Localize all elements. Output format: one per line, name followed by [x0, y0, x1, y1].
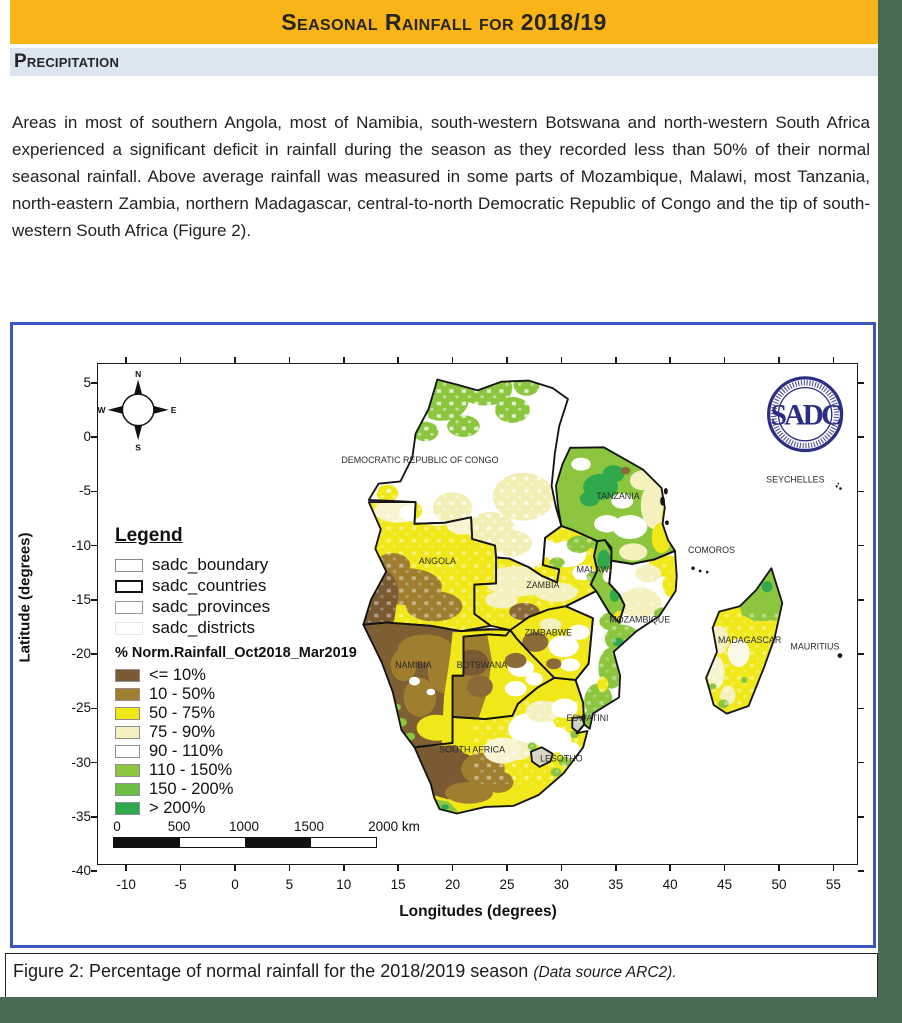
y-tick [91, 491, 97, 493]
scale-segment [114, 838, 180, 847]
y-tick-label: -25 [71, 700, 91, 716]
x-tick [506, 865, 508, 871]
x-tick-top [615, 357, 617, 363]
raster-label: > 200% [149, 799, 206, 817]
label-drc [341, 455, 498, 465]
legend-item-provinces [115, 597, 367, 617]
raster-legend-item [115, 704, 367, 723]
x-tick-label: 45 [717, 877, 733, 892]
scale-label: 500 [167, 819, 191, 834]
scale-bar-segments [113, 837, 377, 848]
label-seychelles [766, 475, 824, 485]
x-tick-label: -5 [174, 877, 187, 892]
x-tick [561, 865, 563, 871]
section-heading: Precipitation [14, 51, 120, 72]
y-tick-label: -30 [71, 754, 91, 770]
provinces-swatch [115, 601, 143, 614]
scale-segment [311, 838, 377, 847]
label-comoros [688, 545, 735, 555]
y-tick-label: -20 [71, 646, 91, 661]
legend-label: sadc_provinces [152, 597, 271, 616]
raster-legend-item [115, 685, 367, 704]
x-tick [615, 865, 617, 871]
y-tick [91, 382, 97, 384]
label-lesotho [540, 753, 583, 763]
y-tick-label: -15 [71, 591, 91, 607]
color-swatch [115, 745, 140, 758]
x-tick-top [452, 357, 454, 363]
y-tick-right [858, 653, 864, 655]
page-title: Seasonal Rainfall for 2018/19 [281, 8, 607, 35]
x-tick-label: 30 [553, 877, 569, 892]
section-heading-bar [10, 48, 878, 76]
label-angola [419, 556, 456, 566]
y-tick-right [858, 545, 864, 547]
y-tick [91, 436, 97, 438]
caption-source: (Data source ARC2). [533, 964, 677, 981]
x-tick-label: 10 [336, 877, 352, 892]
x-tick-top [397, 357, 399, 363]
y-tick-right [858, 708, 864, 710]
x-tick-top [125, 357, 127, 363]
y-tick-label: 0 [83, 429, 91, 444]
x-tick [778, 865, 780, 871]
x-tick-top [778, 357, 780, 363]
x-tick-top [669, 357, 671, 363]
x-tick [833, 865, 835, 871]
raster-label: 50 - 75% [149, 704, 216, 722]
x-tick-label: 25 [499, 877, 515, 892]
x-tick-label: 0 [231, 877, 239, 892]
y-tick-right [858, 870, 864, 872]
color-swatch [115, 764, 140, 777]
legend-item-districts [115, 618, 367, 638]
label-tanzania [596, 491, 639, 501]
x-tick [669, 865, 671, 871]
label-malawi [577, 565, 612, 575]
label-south-africa [439, 745, 505, 755]
caption-text: Figure 2: Percentage of normal rainfall for the 2018/2019 season [13, 961, 534, 981]
y-tick [91, 762, 97, 764]
sadc-logo-text: SADC [770, 399, 840, 432]
scale-label: 2000 km [368, 819, 420, 834]
compass-s [135, 443, 141, 453]
report-title-bar [10, 0, 878, 44]
x-tick-top [289, 357, 291, 363]
label-zimbabwe [525, 628, 573, 638]
summary-paragraph: Areas in most of southern Angola, most of Namibia, south-western Botswana and north-western South Africa experienced a significant deficit in rainfall during the season as they recorded less than 50% of their normal seasonal rainfall. Above average rainfall was measured in some parts of Mozambique, Malawi, most Tanzania, north-eastern Zambia, northern Madagascar, central-to-north Democratic Republic of Congo and the tip of south-western South Africa (Figure 2). [12, 113, 870, 240]
legend-label: sadc_boundary [152, 555, 269, 574]
legend-item-boundary [115, 555, 367, 575]
raster-legend-item [115, 761, 367, 780]
y-tick-right [858, 382, 864, 384]
x-tick-label: 50 [771, 877, 787, 892]
x-tick [724, 865, 726, 871]
y-tick [91, 599, 97, 601]
raster-legend-item [115, 742, 367, 761]
compass-w [97, 405, 105, 415]
x-tick [289, 865, 291, 871]
x-tick-top [506, 357, 508, 363]
x-tick [180, 865, 182, 871]
raster-legend-item [115, 723, 367, 742]
y-tick-right [858, 762, 864, 764]
raster-legend-item [115, 666, 367, 685]
x-tick-label: -10 [116, 877, 136, 892]
scale-segment [180, 838, 246, 847]
x-tick-label: 15 [390, 877, 406, 892]
scale-segment [245, 838, 311, 847]
compass-e [171, 405, 177, 415]
page-border-right [878, 0, 902, 1023]
color-swatch [115, 726, 140, 739]
x-tick-label: 55 [825, 877, 841, 892]
x-tick-label: 35 [608, 877, 624, 892]
legend-label: sadc_districts [152, 618, 255, 637]
y-axis-label: Latitude (degrees) [16, 532, 34, 663]
y-tick-label: -35 [71, 808, 91, 824]
y-tick-label: -40 [71, 863, 91, 878]
figure-caption [5, 953, 878, 1000]
x-tick [397, 865, 399, 871]
y-tick [91, 816, 97, 818]
y-tick [91, 545, 97, 547]
label-namibia [395, 660, 432, 670]
color-swatch [115, 783, 140, 796]
y-tick-right [858, 599, 864, 601]
y-tick-label: 5 [83, 374, 91, 390]
x-tick-top [724, 357, 726, 363]
scale-label: 0 [113, 819, 121, 834]
y-tick-label: -5 [78, 483, 91, 499]
y-tick-right [858, 816, 864, 818]
raster-label: <= 10% [149, 666, 206, 684]
raster-label: 10 - 50% [149, 685, 216, 703]
y-tick [91, 870, 97, 872]
legend-title: Legend [115, 525, 183, 546]
raster-legend-title: % Norm.Rainfall_Oct2018_Mar2019 [115, 645, 357, 661]
legend-label: sadc_countries [152, 576, 267, 595]
y-tick-label: -10 [71, 537, 91, 553]
page-border-bottom [0, 997, 902, 1023]
color-swatch [115, 707, 140, 720]
y-tick [91, 708, 97, 710]
label-mozambique [609, 615, 670, 625]
x-tick [234, 865, 236, 871]
x-tick-label: 40 [662, 877, 678, 892]
label-eswatini [566, 713, 608, 723]
x-axis-label: Longitudes (degrees) [399, 903, 557, 920]
y-tick-right [858, 491, 864, 493]
scale-label: 1500 [293, 819, 325, 834]
compass-rose [97, 369, 176, 453]
x-tick-top [561, 357, 563, 363]
figure-2 [10, 322, 876, 948]
raster-label: 110 - 150% [149, 761, 233, 779]
raster-legend-item [115, 780, 367, 799]
color-swatch [115, 669, 140, 682]
compass-n [135, 369, 141, 379]
x-tick-label: 20 [445, 877, 461, 892]
x-tick [125, 865, 127, 871]
label-madagascar [718, 635, 782, 645]
countries-swatch [115, 580, 143, 593]
color-swatch [115, 802, 140, 815]
legend-item-countries [115, 576, 367, 596]
x-tick-top [343, 357, 345, 363]
x-tick-top [833, 357, 835, 363]
scale-label: 1000 [228, 819, 260, 834]
boundary-swatch [115, 559, 143, 572]
color-swatch [115, 688, 140, 701]
districts-swatch [115, 622, 143, 635]
label-botswana [457, 660, 508, 670]
x-tick-top [234, 357, 236, 363]
sadc-logo [769, 378, 842, 451]
scale-bar [113, 819, 420, 848]
map-plot [13, 325, 873, 945]
label-zambia [526, 580, 559, 590]
y-tick [91, 653, 97, 655]
map-legend [115, 525, 367, 818]
raster-label: 90 - 110% [149, 742, 223, 760]
x-tick-label: 5 [285, 877, 294, 892]
raster-label: 150 - 200% [149, 780, 234, 798]
x-tick [452, 865, 454, 871]
label-mauritius [790, 642, 839, 652]
raster-legend-item [115, 799, 367, 818]
x-tick-top [180, 357, 182, 363]
raster-label: 75 - 90% [149, 723, 216, 741]
x-tick [343, 865, 345, 871]
y-tick-right [858, 436, 864, 438]
scale-bar-labels [113, 819, 420, 835]
